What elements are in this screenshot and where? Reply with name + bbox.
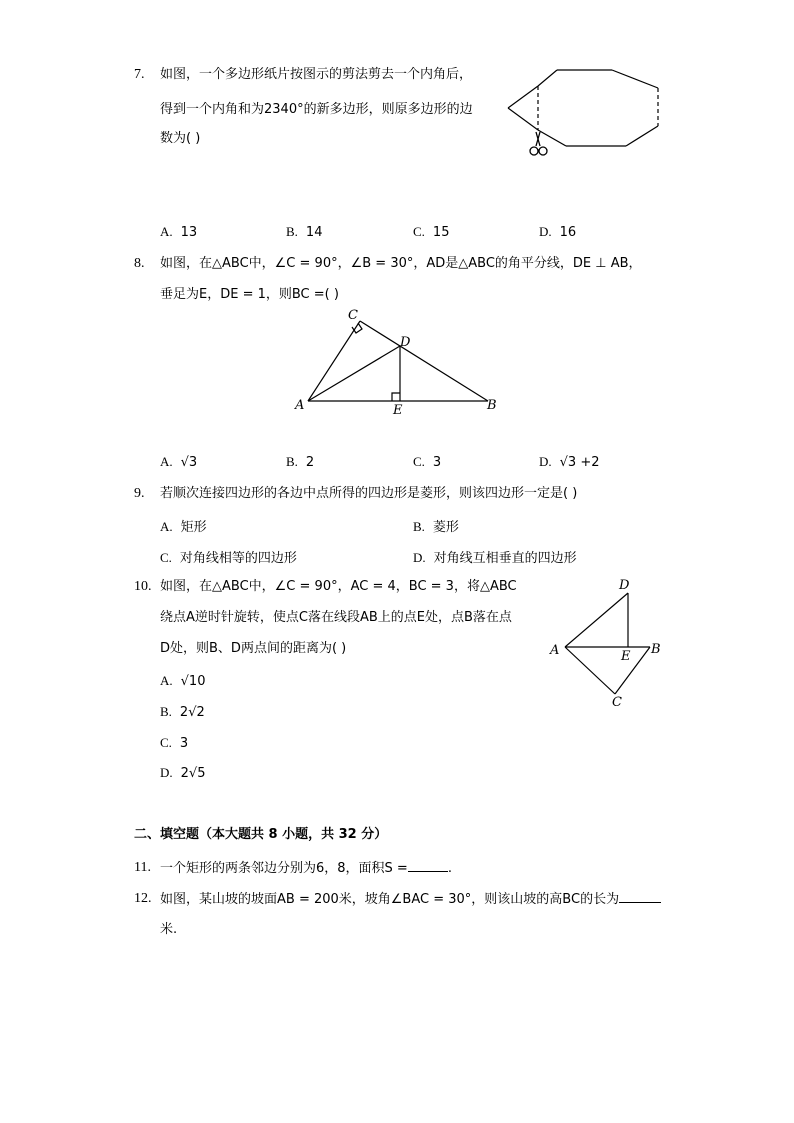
question-text-line: 如图，某山坡的坡面AB = 200米，坡角∠BAC = 30°，则该山坡的高BC的长为	[160, 890, 661, 909]
question-number: 12.	[134, 891, 152, 906]
option-a[interactable]: A. √10	[160, 673, 206, 689]
option-d[interactable]: D. 对角线互相垂直的四边形	[413, 550, 577, 566]
question-number: 7.	[134, 67, 145, 82]
option-d[interactable]: D. 2√5	[160, 765, 206, 781]
question-text-line: 垂足为E，DE = 1，则BC =( )	[160, 287, 339, 302]
polygon-edge	[538, 70, 557, 86]
label-a: A	[550, 643, 560, 658]
question-text-line: 米.	[160, 922, 178, 937]
option-c[interactable]: C. 15	[413, 224, 450, 240]
polygon-cut-figure	[500, 62, 670, 162]
label-e: E	[621, 649, 631, 664]
segment-cb	[360, 321, 488, 401]
polygon-edge	[612, 70, 658, 88]
option-d[interactable]: D. 16	[539, 224, 577, 240]
question-number: 9.	[134, 486, 145, 501]
label-c: C	[612, 695, 622, 710]
segment-ac	[308, 321, 360, 401]
option-c[interactable]: C. 对角线相等的四边形	[160, 550, 297, 566]
label-d: D	[619, 578, 630, 593]
option-c[interactable]: C. 3	[413, 454, 442, 470]
label-a: A	[295, 398, 305, 413]
question-text-line: 如图，在△ABC中，∠C = 90°，∠B = 30°，AD是△ABC的角平分线，DE ⊥ AB，	[160, 256, 642, 271]
question-text-line: 如图，一个多边形纸片按图示的剪法剪去一个内角后，	[160, 67, 473, 82]
question-text-line: 如图，在△ABC中，∠C = 90°，AC = 4，BC = 3，将△ABC	[160, 579, 517, 594]
segment-ac	[565, 647, 615, 694]
option-b[interactable]: B. 14	[286, 224, 323, 240]
question-text-line: 一个矩形的两条邻边分别为6，8，面积S = .	[160, 861, 452, 876]
question-text-line: D处，则B、D两点间的距离为( )	[160, 641, 347, 656]
right-angle-mark	[392, 393, 400, 401]
option-a[interactable]: A. 13	[160, 224, 198, 240]
question-text-line: 若顺次连接四边形的各边中点所得的四边形是菱形，则该四边形一定是( )	[160, 486, 578, 501]
option-d[interactable]: D. √3 +2	[539, 454, 600, 470]
option-b[interactable]: B. 菱形	[413, 519, 459, 535]
segment-ad	[308, 346, 400, 401]
option-a[interactable]: A. √3	[160, 454, 198, 470]
question-text-line: 得到一个内角和为2340°的新多边形，则原多边形的边	[160, 102, 473, 117]
label-e: E	[393, 403, 403, 418]
polygon-edge	[508, 86, 538, 108]
question-number: 10.	[134, 579, 152, 594]
polygon-edge	[626, 126, 658, 146]
scissors-icon	[530, 132, 547, 155]
option-c[interactable]: C. 3	[160, 735, 189, 751]
question-text-line: 数为( )	[160, 131, 201, 146]
polygon-edge	[538, 130, 566, 146]
polygon-edge	[508, 108, 538, 130]
label-d: D	[400, 335, 411, 350]
option-b[interactable]: B. 2	[286, 454, 315, 470]
answer-blank[interactable]	[619, 890, 661, 903]
segment-ad	[565, 593, 628, 647]
question-text-line: 绕点A逆时针旋转，使点C落在线段AB上的点E处，点B落在点	[160, 610, 512, 625]
rotation-figure	[545, 574, 670, 714]
section-title: 二、填空题（本大题共 8 小题，共 32 分）	[134, 827, 388, 842]
option-a[interactable]: A. 矩形	[160, 519, 207, 535]
option-b[interactable]: B. 2√2	[160, 704, 205, 720]
triangle-abc-figure	[290, 304, 510, 420]
label-b: B	[651, 642, 661, 657]
answer-blank[interactable]	[408, 859, 448, 872]
question-number: 8.	[134, 256, 145, 271]
label-c: C	[348, 308, 358, 323]
question-number: 11.	[134, 860, 151, 875]
label-b: B	[487, 398, 497, 413]
